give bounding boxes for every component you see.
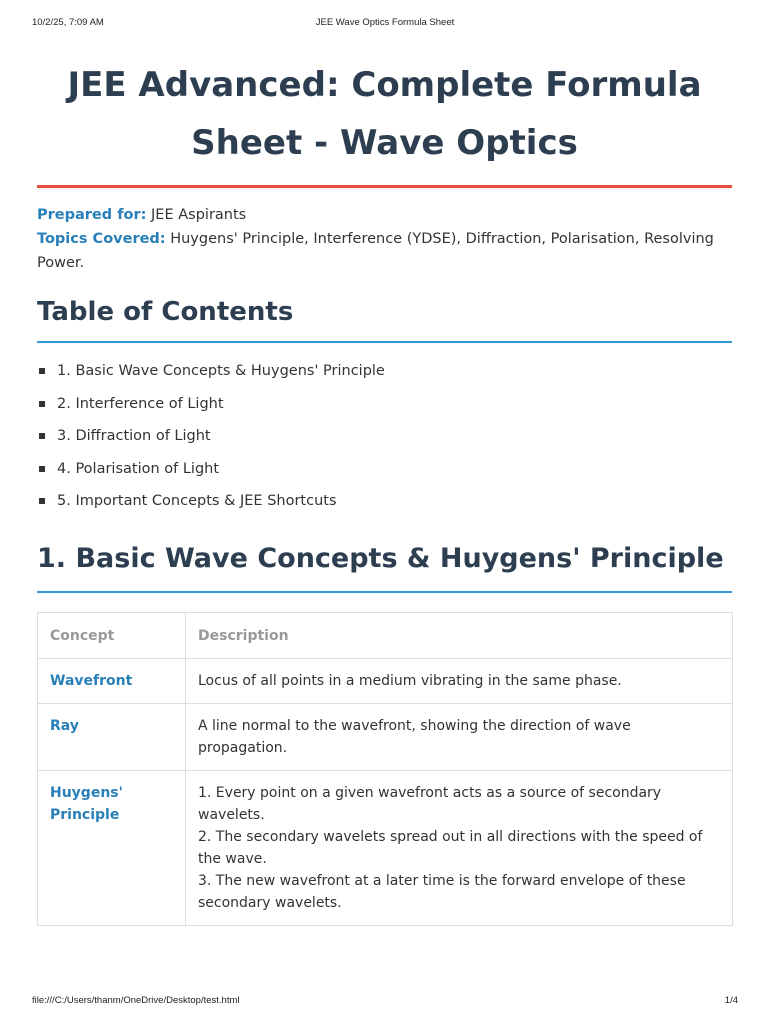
concept-cell: Huygens' Principle	[38, 770, 186, 925]
concept-cell: Wavefront	[38, 658, 186, 703]
toc-item[interactable]	[37, 424, 732, 457]
table-header-row	[38, 612, 733, 658]
topics-covered-line	[37, 227, 732, 275]
section-1-heading: 1. Basic Wave Concepts & Huygens' Principle	[37, 541, 732, 593]
description-cell	[186, 770, 733, 925]
toc-item[interactable]	[37, 457, 732, 490]
concepts-table	[37, 612, 733, 926]
square-bullet-icon	[39, 401, 45, 407]
toc-item[interactable]	[37, 392, 732, 425]
print-file-url: file:///C:/Users/thanm/OneDrive/Desktop/test.html	[32, 995, 240, 1006]
table-row	[38, 703, 733, 770]
prepared-for-label: Prepared for:	[37, 207, 147, 223]
description-line: Locus of all points in a medium vibrating in the same phase.	[198, 672, 622, 689]
table-row	[38, 770, 733, 925]
topics-covered-value: Huygens' Principle, Interference (YDSE), Diffraction, Polarisation, Resolving Power.	[37, 231, 714, 271]
document-title: JEE Advanced: Complete Formula Sheet - Wave Optics	[37, 48, 732, 188]
prepared-for-line	[37, 203, 732, 227]
toc-item-label: 1. Basic Wave Concepts & Huygens' Principle	[57, 363, 385, 379]
table-of-contents	[37, 359, 732, 522]
print-datetime: 10/2/25, 7:09 AM	[32, 17, 104, 28]
description-line: 3. The new wavefront at a later time is the forward envelope of these secondary wavelets.	[198, 872, 686, 911]
toc-item-label: 2. Interference of Light	[57, 395, 224, 412]
description-cell	[186, 703, 733, 770]
square-bullet-icon	[39, 368, 45, 374]
description-line: 2. The secondary wavelets spread out in all directions with the speed of the wave.	[198, 828, 703, 867]
toc-item[interactable]	[37, 359, 732, 392]
toc-item-label: 3. Diffraction of Light	[57, 428, 211, 445]
toc-item-label: 5. Important Concepts & JEE Shortcuts	[57, 493, 337, 510]
square-bullet-icon	[39, 498, 45, 504]
document-meta	[37, 203, 732, 275]
print-page-title: JEE Wave Optics Formula Sheet	[315, 17, 455, 28]
table-row	[38, 658, 733, 703]
square-bullet-icon	[39, 466, 45, 472]
print-header	[32, 17, 738, 31]
print-footer	[32, 995, 738, 1009]
description-line: A line normal to the wavefront, showing the direction of wave propagation.	[198, 717, 631, 756]
column-header-description: Description	[186, 612, 733, 658]
square-bullet-icon	[39, 433, 45, 439]
concept-cell: Ray	[38, 703, 186, 770]
print-page-number: 1/4	[724, 995, 738, 1006]
description-line: 1. Every point on a given wavefront acts as a source of secondary wavelets.	[198, 784, 662, 823]
document-body	[37, 48, 732, 926]
topics-covered-label: Topics Covered:	[37, 231, 166, 247]
description-cell	[186, 658, 733, 703]
toc-item-label: 4. Polarisation of Light	[57, 460, 220, 477]
toc-heading: Table of Contents	[37, 295, 732, 343]
column-header-concept: Concept	[38, 612, 186, 658]
prepared-for-value: JEE Aspirants	[151, 207, 247, 223]
toc-item[interactable]	[37, 489, 732, 522]
